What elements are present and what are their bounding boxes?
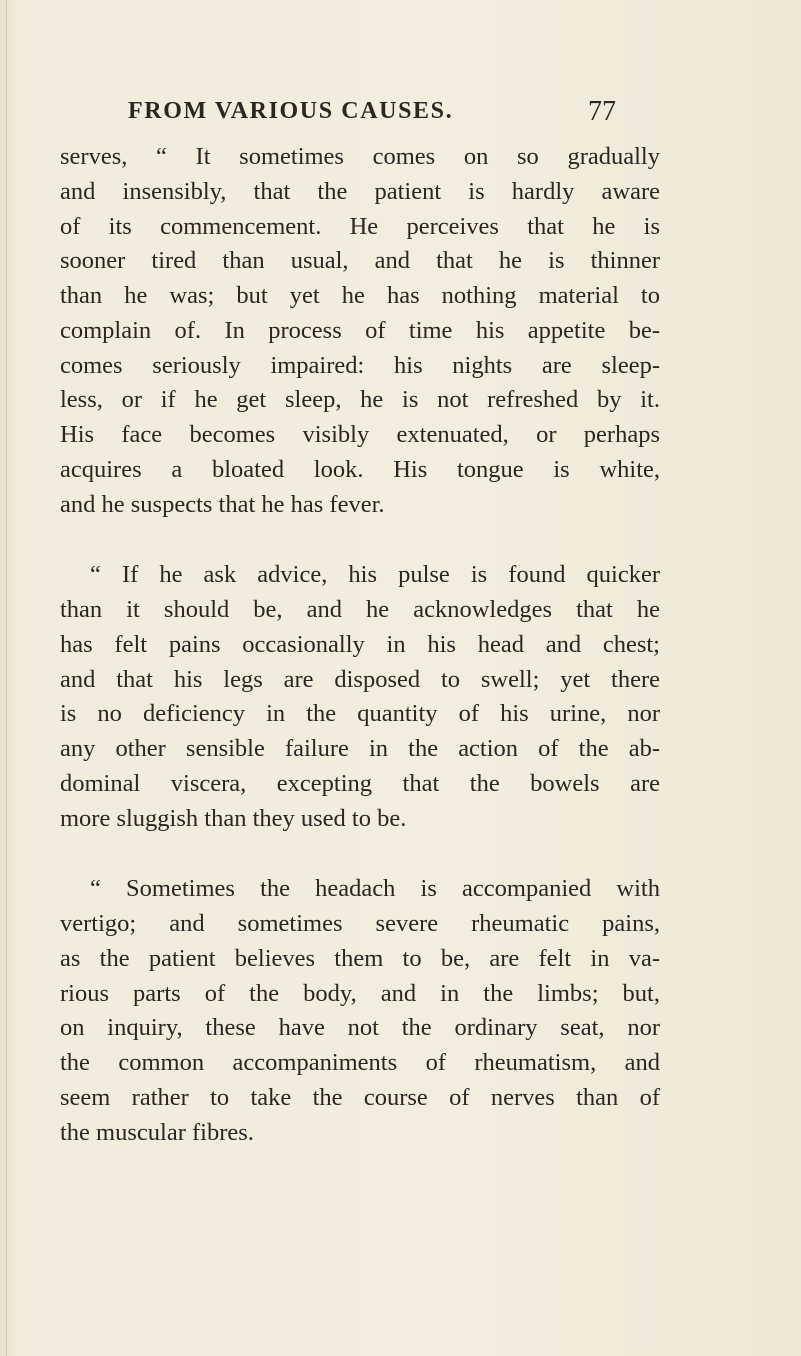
- body-text: [60, 140, 660, 1150]
- text-line: seem rather to take the course of nerves than of: [60, 1083, 660, 1111]
- text-line: vertigo; and sometimes severe rheumatic pains,: [60, 910, 660, 937]
- text-line: any other sensible failure in the action of the ab-: [60, 735, 660, 762]
- text-line: “ Sometimes the headach is accompanied with: [90, 875, 660, 903]
- text-line: than he was; but yet he has nothing material to: [60, 282, 660, 309]
- text-line: serves, “ It sometimes comes on so gradually: [60, 143, 660, 170]
- page-header: [0, 98, 801, 138]
- paragraph-3: [60, 872, 660, 1150]
- text-line: “ If he ask advice, his pulse is found quicker: [90, 561, 660, 589]
- text-line: of its commencement. He perceives that he is: [60, 212, 660, 240]
- text-line: as the patient believes them to be, are felt in va-: [60, 944, 660, 972]
- text-line: and insensibly, that the patient is hardly aware: [60, 177, 660, 205]
- text-line: on inquiry, these have not the ordinary seat, nor: [60, 1014, 660, 1042]
- text-line: less, or if he get sleep, he is not refreshed by it.: [60, 386, 660, 414]
- text-line: His face becomes visibly extenuated, or perhaps: [60, 421, 660, 448]
- text-line: dominal viscera, excepting that the bowels are: [60, 769, 660, 797]
- text-line: sooner tired than usual, and that he is thinner: [60, 247, 660, 275]
- text-line: has felt pains occasionally in his head and chest;: [60, 630, 660, 658]
- text-line: and that his legs are disposed to swell; yet there: [60, 665, 660, 693]
- text-line: the muscular fibres.: [60, 1118, 254, 1146]
- text-line: comes seriously impaired: his nights are sleep-: [60, 351, 660, 379]
- text-line: the common accompaniments of rheumatism, and: [60, 1049, 660, 1076]
- text-line: and he suspects that he has fever.: [60, 490, 385, 518]
- running-title: FROM VARIOUS CAUSES.: [128, 98, 454, 124]
- text-line: complain of. In process of time his appetite be-: [60, 316, 660, 344]
- text-line: acquires a bloated look. His tongue is white,: [60, 455, 660, 483]
- text-line: rious parts of the body, and in the limbs; but,: [60, 979, 660, 1007]
- text-line: is no deficiency in the quantity of his urine, nor: [60, 700, 660, 728]
- paragraph-1: [60, 140, 660, 522]
- text-line: than it should be, and he acknowledges that he: [60, 596, 660, 623]
- paragraph-2: [60, 558, 660, 836]
- text-line: more sluggish than they used to be.: [60, 804, 407, 832]
- page-number: 77: [588, 96, 616, 127]
- page-gutter-edge: [6, 0, 7, 1356]
